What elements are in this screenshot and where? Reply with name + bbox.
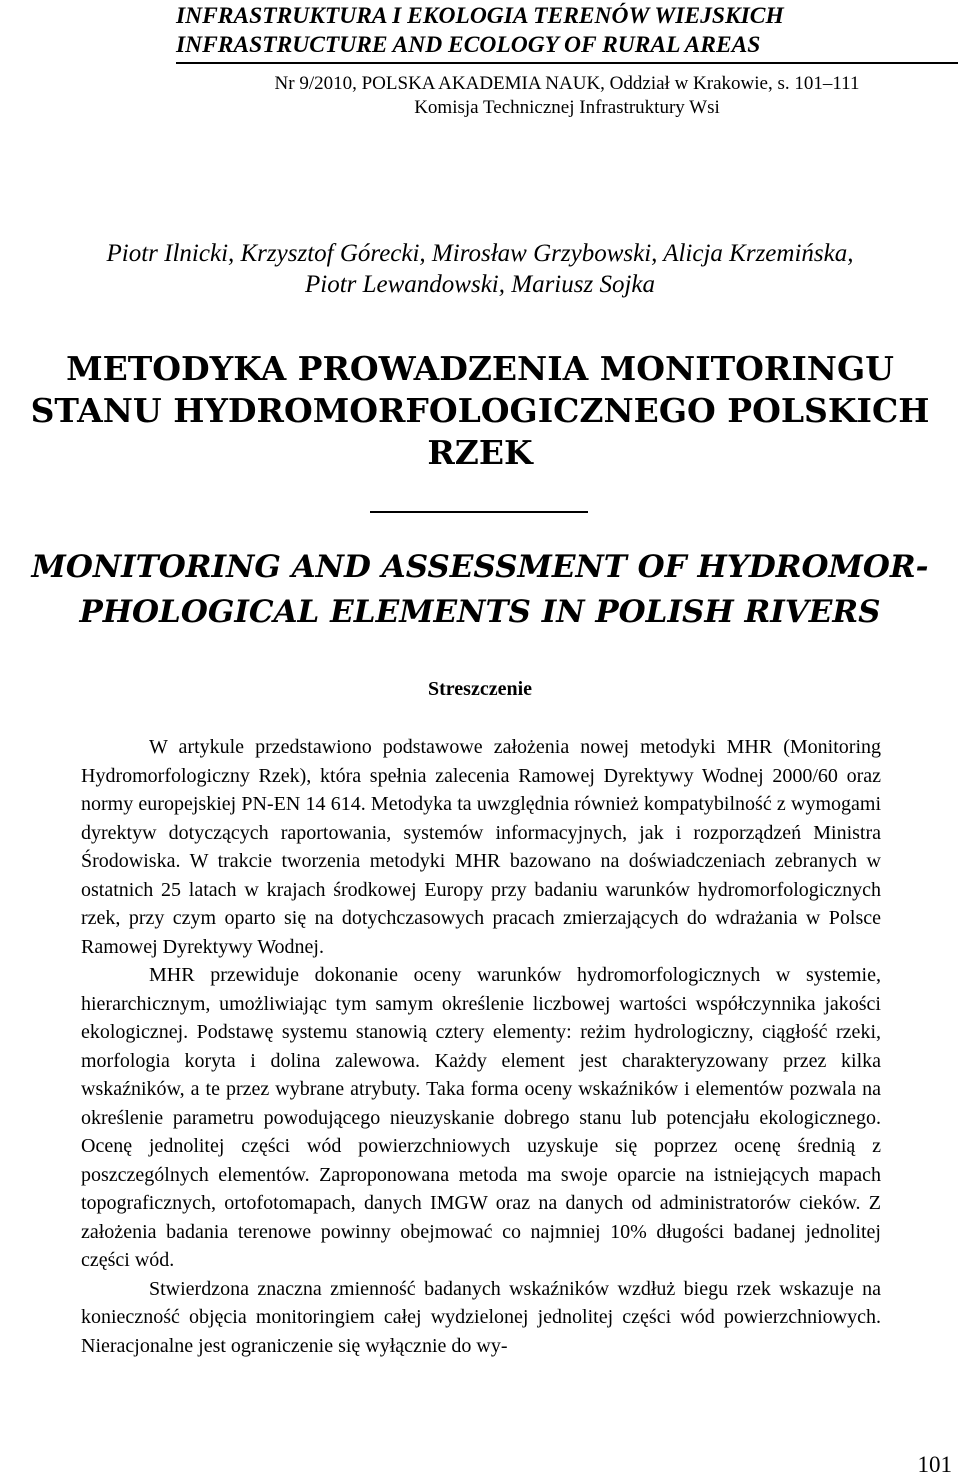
issue-line: Nr 9/2010, POLSKA AKADEMIA NAUK, Oddział w Krakowie, s. 101–111 bbox=[274, 73, 860, 94]
header-divider bbox=[176, 62, 958, 64]
journal-title-en: INFRASTRUCTURE AND ECOLOGY OF RURAL AREAS bbox=[176, 32, 761, 58]
abstract-body bbox=[81, 733, 881, 1360]
title-pl-line-1: METODYKA PROWADZENIA MONITORINGU bbox=[66, 349, 894, 388]
title-pl-line-3: RZEK bbox=[427, 433, 533, 472]
abstract-paragraph-1: W artykule przedstawiono podstawowe założenia nowej metodyki MHR (Monitoring Hydromorfologiczny Rzek), która spełnia zalecenia Ramowej Dyrektywy Wodnej 2000/60 oraz normy europejskiej PN-EN 14 614. Metodyka ta uwzględnia również kompatybilność z wymogami dyrektyw dotyczących raportowania, systemów informacyjnych, jak i rozporządzeń Ministra Środowiska. W trakcie tworzenia metodyki MHR bazowano na doświadczeniach zebranych w ostatnich 25 latach w krajach środkowej Europy przy badaniu warunków hydromorfologicznych rzek, przy czym oparto się na dotychczasowych pracach zmierzających do wdrażania w Polsce Ramowej Dyrektywy Wodnej. bbox=[81, 736, 881, 958]
authors-line-1: Piotr Ilnicki, Krzysztof Górecki, Mirosław Grzybowski, Alicja Krzemińska, bbox=[106, 240, 854, 267]
abstract-paragraph-3: Stwierdzona znaczna zmienność badanych wskaźników wzdłuż biegu rzek wskazuje na konieczność objęcia monitoringiem całej wydzielonej jednolitej części wód powierzchniowych. Nieracjonalne jest ograniczenie się wyłącznie do wy- bbox=[81, 1277, 881, 1357]
title-divider bbox=[370, 511, 588, 513]
journal-title-pl: INFRASTRUKTURA I EKOLOGIA TERENÓW WIEJSKICH bbox=[176, 3, 784, 29]
author-list bbox=[0, 238, 960, 300]
authors-line-2: Piotr Lewandowski, Mariusz Sojka bbox=[304, 271, 655, 298]
article-title-en bbox=[0, 545, 960, 635]
article-title-pl bbox=[0, 348, 960, 474]
title-en-line-2: PHOLOGICAL ELEMENTS IN POLISH RIVERS bbox=[79, 594, 881, 630]
title-en-line-1: MONITORING AND ASSESSMENT OF HYDROMOR- bbox=[31, 549, 929, 585]
issue-info bbox=[176, 72, 958, 120]
title-pl-line-2: STANU HYDROMORFOLOGICZNEGO POLSKICH bbox=[30, 391, 930, 430]
abstract-heading: Streszczenie bbox=[427, 678, 533, 700]
journal-title bbox=[176, 2, 784, 60]
page-number: 101 bbox=[917, 1452, 952, 1477]
abstract-paragraph-2: MHR przewiduje dokonanie oceny warunków hydromorfologicznych w systemie, hierarchicznym, umożliwiając tym samym określenie liczbowej wartości współczynnika jakości ekologicznej. Podstawę systemu stanowią cztery elementy: reżim hydrologiczny, ciągłość rzeki, morfologia koryta i dolina zalewowa. Każdy element jest charakteryzowany przez kilka wskaźników, a te przez wybrane atrybuty. Taka forma oceny wskaźników i elementów pozwala na określenie parametru powodującego nieuzyskanie dobrego stanu lub potencjału ekologicznego. Ocenę jednolitej części wód powierzchniowych uzyskuje się poprzez ocenę średnią z poszczególnych elementów. Zaproponowana metoda ma swoje oparcie na istniejących mapach topograficznych, ortofotomapach, danych IMGW oraz na danych od administratorów cieków. Z założenia badania terenowe powinny obejmować co najmniej 10% długości badanej jednolitej części wód. bbox=[81, 964, 881, 1271]
committee-line: Komisja Technicznej Infrastruktury Wsi bbox=[414, 97, 720, 118]
